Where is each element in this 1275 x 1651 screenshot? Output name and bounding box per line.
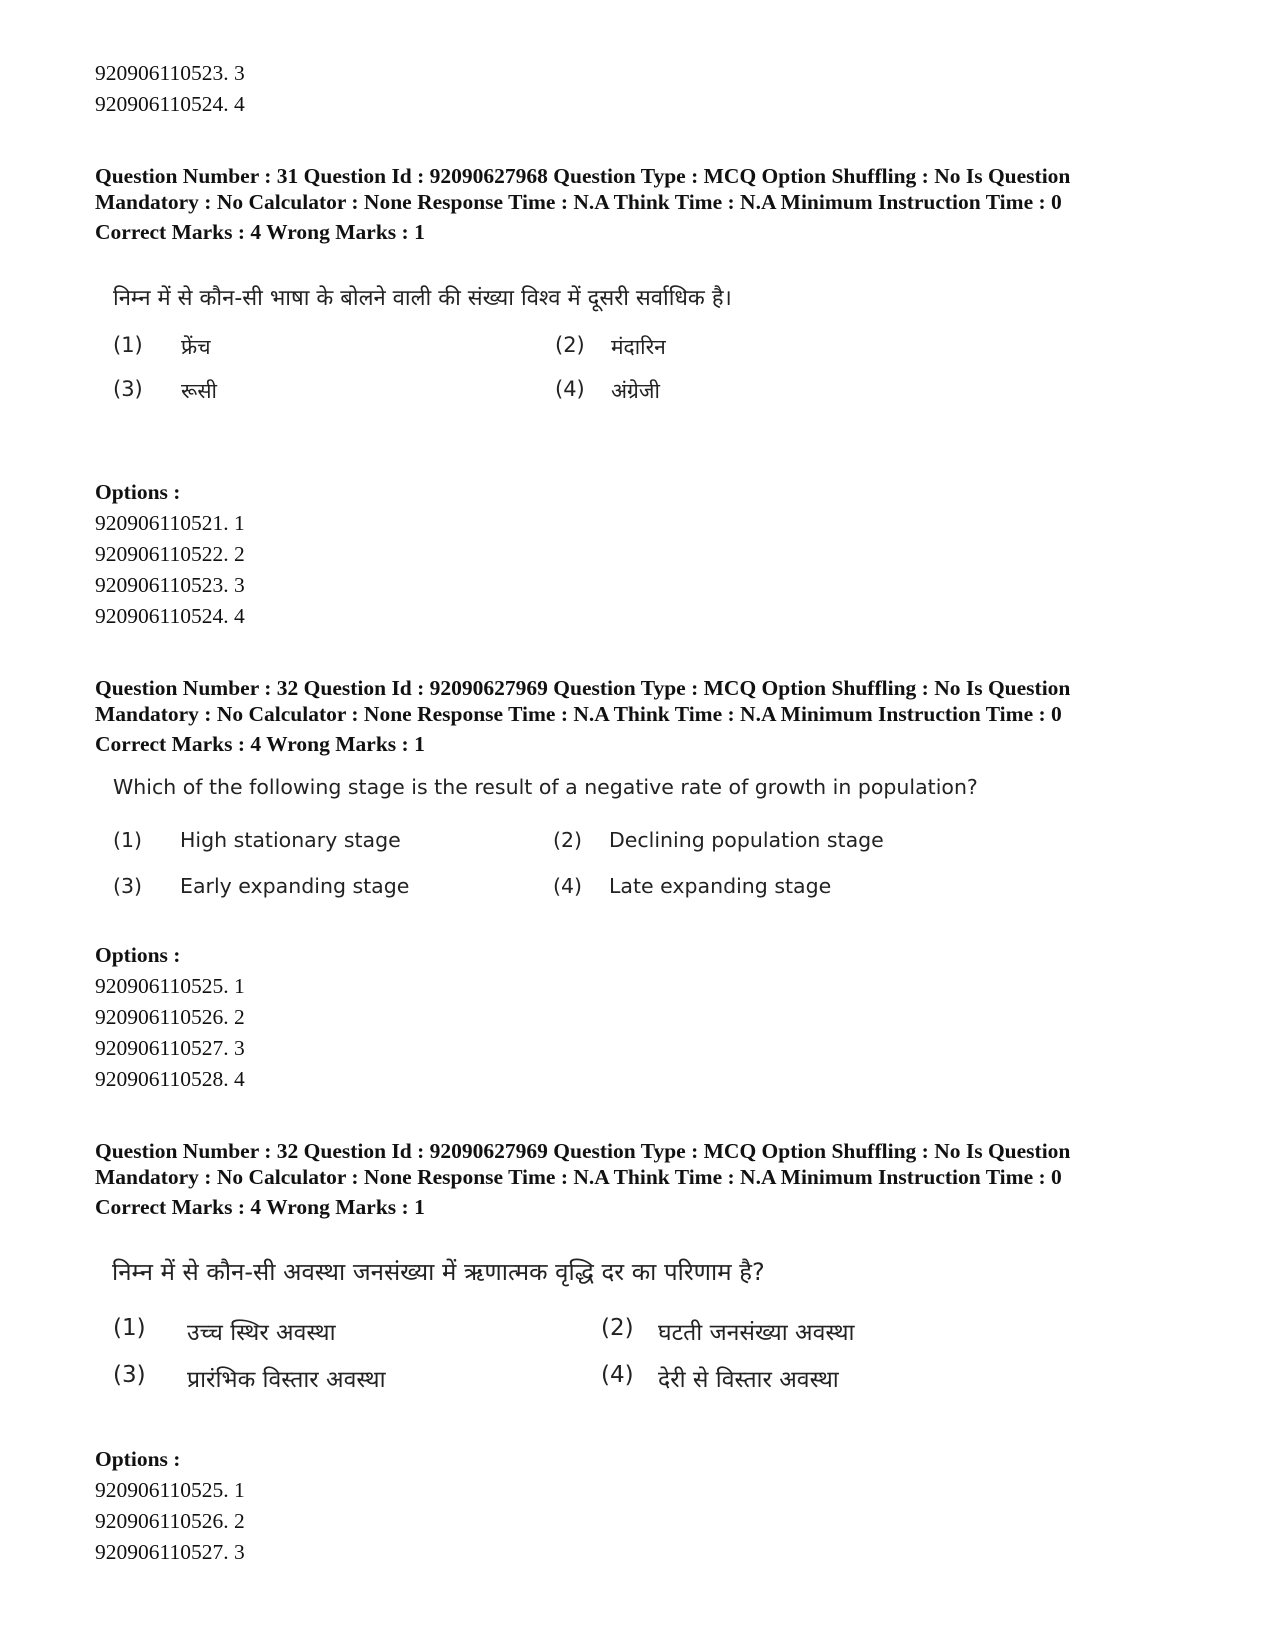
option-line: 920906110526. 2: [95, 1509, 245, 1533]
choice-1: [113, 333, 493, 363]
choice-4: [555, 377, 935, 407]
option-line: 920906110523. 3: [95, 61, 245, 85]
choice-3: [113, 1362, 543, 1396]
choice-number: (1): [113, 333, 143, 357]
choice-text: प्रारंभिक विस्तार अवस्था: [187, 1367, 386, 1393]
option-line: 920906110523. 3: [95, 573, 245, 597]
option-line: 920906110527. 3: [95, 1036, 245, 1060]
choice-2: [601, 1315, 1031, 1349]
choice-2: [555, 333, 935, 363]
choice-text: घटती जनसंख्या अवस्था: [658, 1320, 855, 1346]
choice-3: [113, 874, 513, 904]
question-meta-line: Mandatory : No Calculator : None Response Time : N.A Think Time : N.A Minimum Instruction Time : 0: [95, 190, 1062, 214]
choice-number: (4): [553, 874, 583, 898]
choice-text: Early expanding stage: [180, 874, 410, 898]
choice-number: (2): [555, 333, 585, 357]
option-line: 920906110527. 3: [95, 1540, 245, 1564]
choice-text: अंग्रेजी: [611, 379, 660, 403]
options-label: Options :: [95, 943, 181, 967]
question-marks-line: Correct Marks : 4 Wrong Marks : 1: [95, 732, 425, 756]
question-meta-line: Mandatory : No Calculator : None Response Time : N.A Think Time : N.A Minimum Instruction Time : 0: [95, 1165, 1062, 1189]
question-meta-line: Question Number : 31 Question Id : 92090627968 Question Type : MCQ Option Shuffling : No Is Question: [95, 164, 1071, 188]
choice-number: (2): [601, 1315, 634, 1341]
choice-text: High stationary stage: [180, 828, 401, 852]
choice-number: (2): [553, 828, 583, 852]
option-line: 920906110525. 1: [95, 1478, 245, 1502]
choice-2: [553, 828, 953, 858]
question-meta-line: Mandatory : No Calculator : None Response Time : N.A Think Time : N.A Minimum Instruction Time : 0: [95, 702, 1062, 726]
choice-number: (4): [555, 377, 585, 401]
option-line: 920906110524. 4: [95, 92, 245, 116]
choice-text: मंदारिन: [611, 335, 666, 359]
choice-number: (4): [601, 1362, 634, 1388]
choice-3: [113, 377, 493, 407]
question-text: निम्न में से कौन-सी भाषा के बोलने वाली की संख्या विश्व में दूसरी सर्वाधिक है।: [113, 286, 732, 311]
choice-4: [553, 874, 953, 904]
question-meta: [95, 675, 1195, 757]
choice-text: उच्च स्थिर अवस्था: [187, 1320, 336, 1346]
choice-text: रूसी: [181, 379, 217, 403]
choice-number: (3): [113, 874, 143, 898]
choice-text: फ्रेंच: [181, 335, 211, 359]
options-label: Options :: [95, 480, 181, 504]
question-marks-line: Correct Marks : 4 Wrong Marks : 1: [95, 1195, 425, 1219]
question-text: Which of the following stage is the result of a negative rate of growth in population?: [113, 775, 978, 799]
option-line: 920906110526. 2: [95, 1005, 245, 1029]
option-line: 920906110525. 1: [95, 974, 245, 998]
question-meta-line: Question Number : 32 Question Id : 92090627969 Question Type : MCQ Option Shuffling : No Is Question: [95, 1139, 1071, 1163]
question-meta: [95, 1138, 1195, 1220]
choice-text: Declining population stage: [609, 828, 884, 852]
option-line: 920906110521. 1: [95, 511, 245, 535]
question-text: निम्न में से कौन-सी अवस्था जनसंख्या में ऋणात्मक वृद्धि दर का परिणाम है?: [112, 1258, 765, 1286]
question-marks-line: Correct Marks : 4 Wrong Marks : 1: [95, 220, 425, 244]
choice-1: [113, 828, 513, 858]
choice-number: (1): [113, 828, 143, 852]
question-meta-line: Question Number : 32 Question Id : 92090627969 Question Type : MCQ Option Shuffling : No Is Question: [95, 676, 1071, 700]
choice-text: Late expanding stage: [609, 874, 832, 898]
option-line: 920906110524. 4: [95, 604, 245, 628]
choice-4: [601, 1362, 1031, 1396]
option-line: 920906110528. 4: [95, 1067, 245, 1091]
question-meta: [95, 163, 1195, 245]
choice-number: (3): [113, 1362, 146, 1388]
option-line: 920906110522. 2: [95, 542, 245, 566]
choice-text: देरी से विस्तार अवस्था: [658, 1367, 839, 1393]
choice-number: (3): [113, 377, 143, 401]
options-label: Options :: [95, 1447, 181, 1471]
choice-number: (1): [113, 1315, 146, 1341]
choice-1: [113, 1315, 543, 1349]
